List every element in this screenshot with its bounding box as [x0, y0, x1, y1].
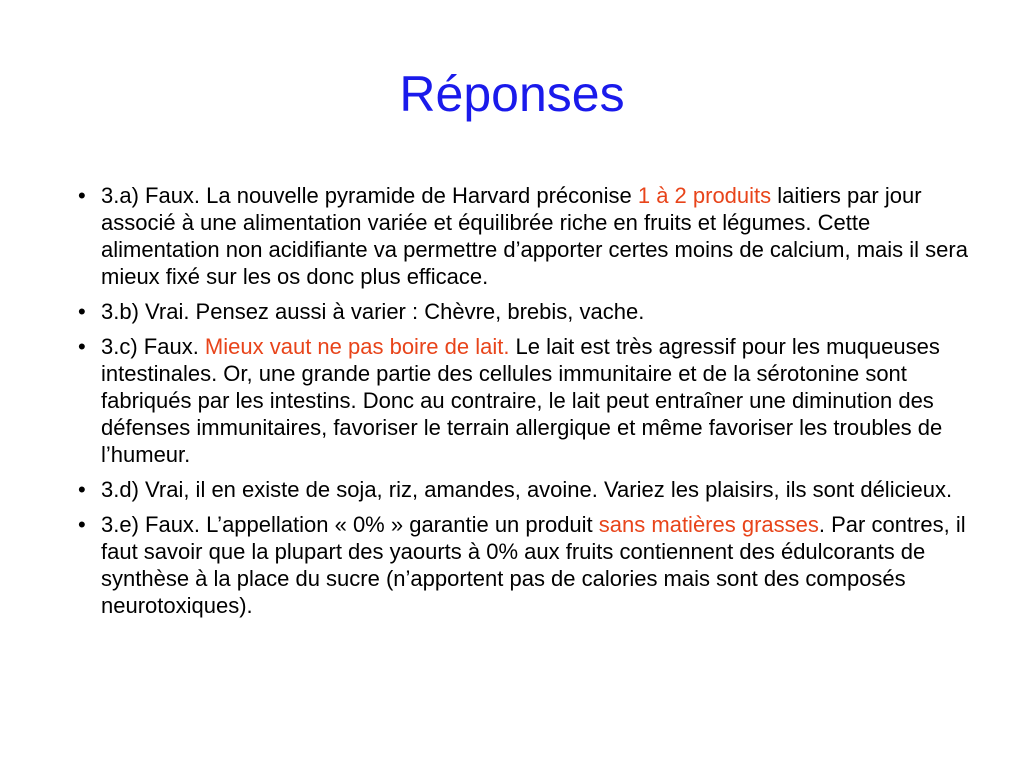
item-text-rest: Le lait est très agressif pour les muqueuses intestinales. Or, une grande partie des cellules immunitaire et de la sérotonine sont fabriqués par les intestins. Donc au contraire, le lait peut entraîner une diminution des défenses immunitaires, favoriser le terrain allergique et même favoriser les troubles de l’humeur.	[101, 334, 943, 467]
item-text: 3.d) Vrai, il en existe de soja, riz, amandes, avoine. Variez les plaisirs, ils sont délicieux.	[101, 477, 953, 502]
bullet-icon: •	[78, 299, 86, 324]
item-text-rest: laitiers par jour associé à une alimentation variée et équilibrée riche en fruits et légumes. Cette alimentation non acidifiante va permettre d’apporter certes moins de calcium, mais il sera mieux fixé sur les os donc plus efficace.	[101, 183, 968, 289]
item-text: 3.a) Faux. La nouvelle pyramide de Harvard préconise	[101, 183, 638, 208]
item-text-rest: . Par contres, il faut savoir que la plupart des yaourts à 0% aux fruits contiennent des édulcorants de synthèse à la place du sucre (n’apportent pas de calories mais sont des composés neurotoxiques).	[101, 512, 966, 618]
bullet-icon: •	[78, 183, 86, 208]
item-text: 3.e) Faux. L’appellation « 0% » garantie un produit	[101, 512, 599, 537]
list-item	[78, 333, 968, 468]
bullet-icon: •	[78, 512, 86, 537]
list-item	[78, 476, 968, 503]
item-text: 3.c) Faux.	[101, 334, 205, 359]
bullet-icon: •	[78, 334, 86, 359]
slide-title: Réponses	[399, 66, 625, 122]
answer-list	[78, 182, 968, 627]
item-highlight: 1 à 2 produits	[637, 183, 772, 208]
item-text: 3.b) Vrai. Pensez aussi à varier : Chèvre, brebis, vache.	[101, 299, 645, 324]
list-item	[78, 511, 968, 619]
list-item	[78, 182, 968, 290]
item-highlight: sans matières grasses	[598, 512, 819, 537]
item-highlight: Mieux vaut ne pas boire de lait.	[204, 334, 510, 359]
bullet-icon: •	[78, 477, 86, 502]
list-item	[78, 298, 968, 325]
